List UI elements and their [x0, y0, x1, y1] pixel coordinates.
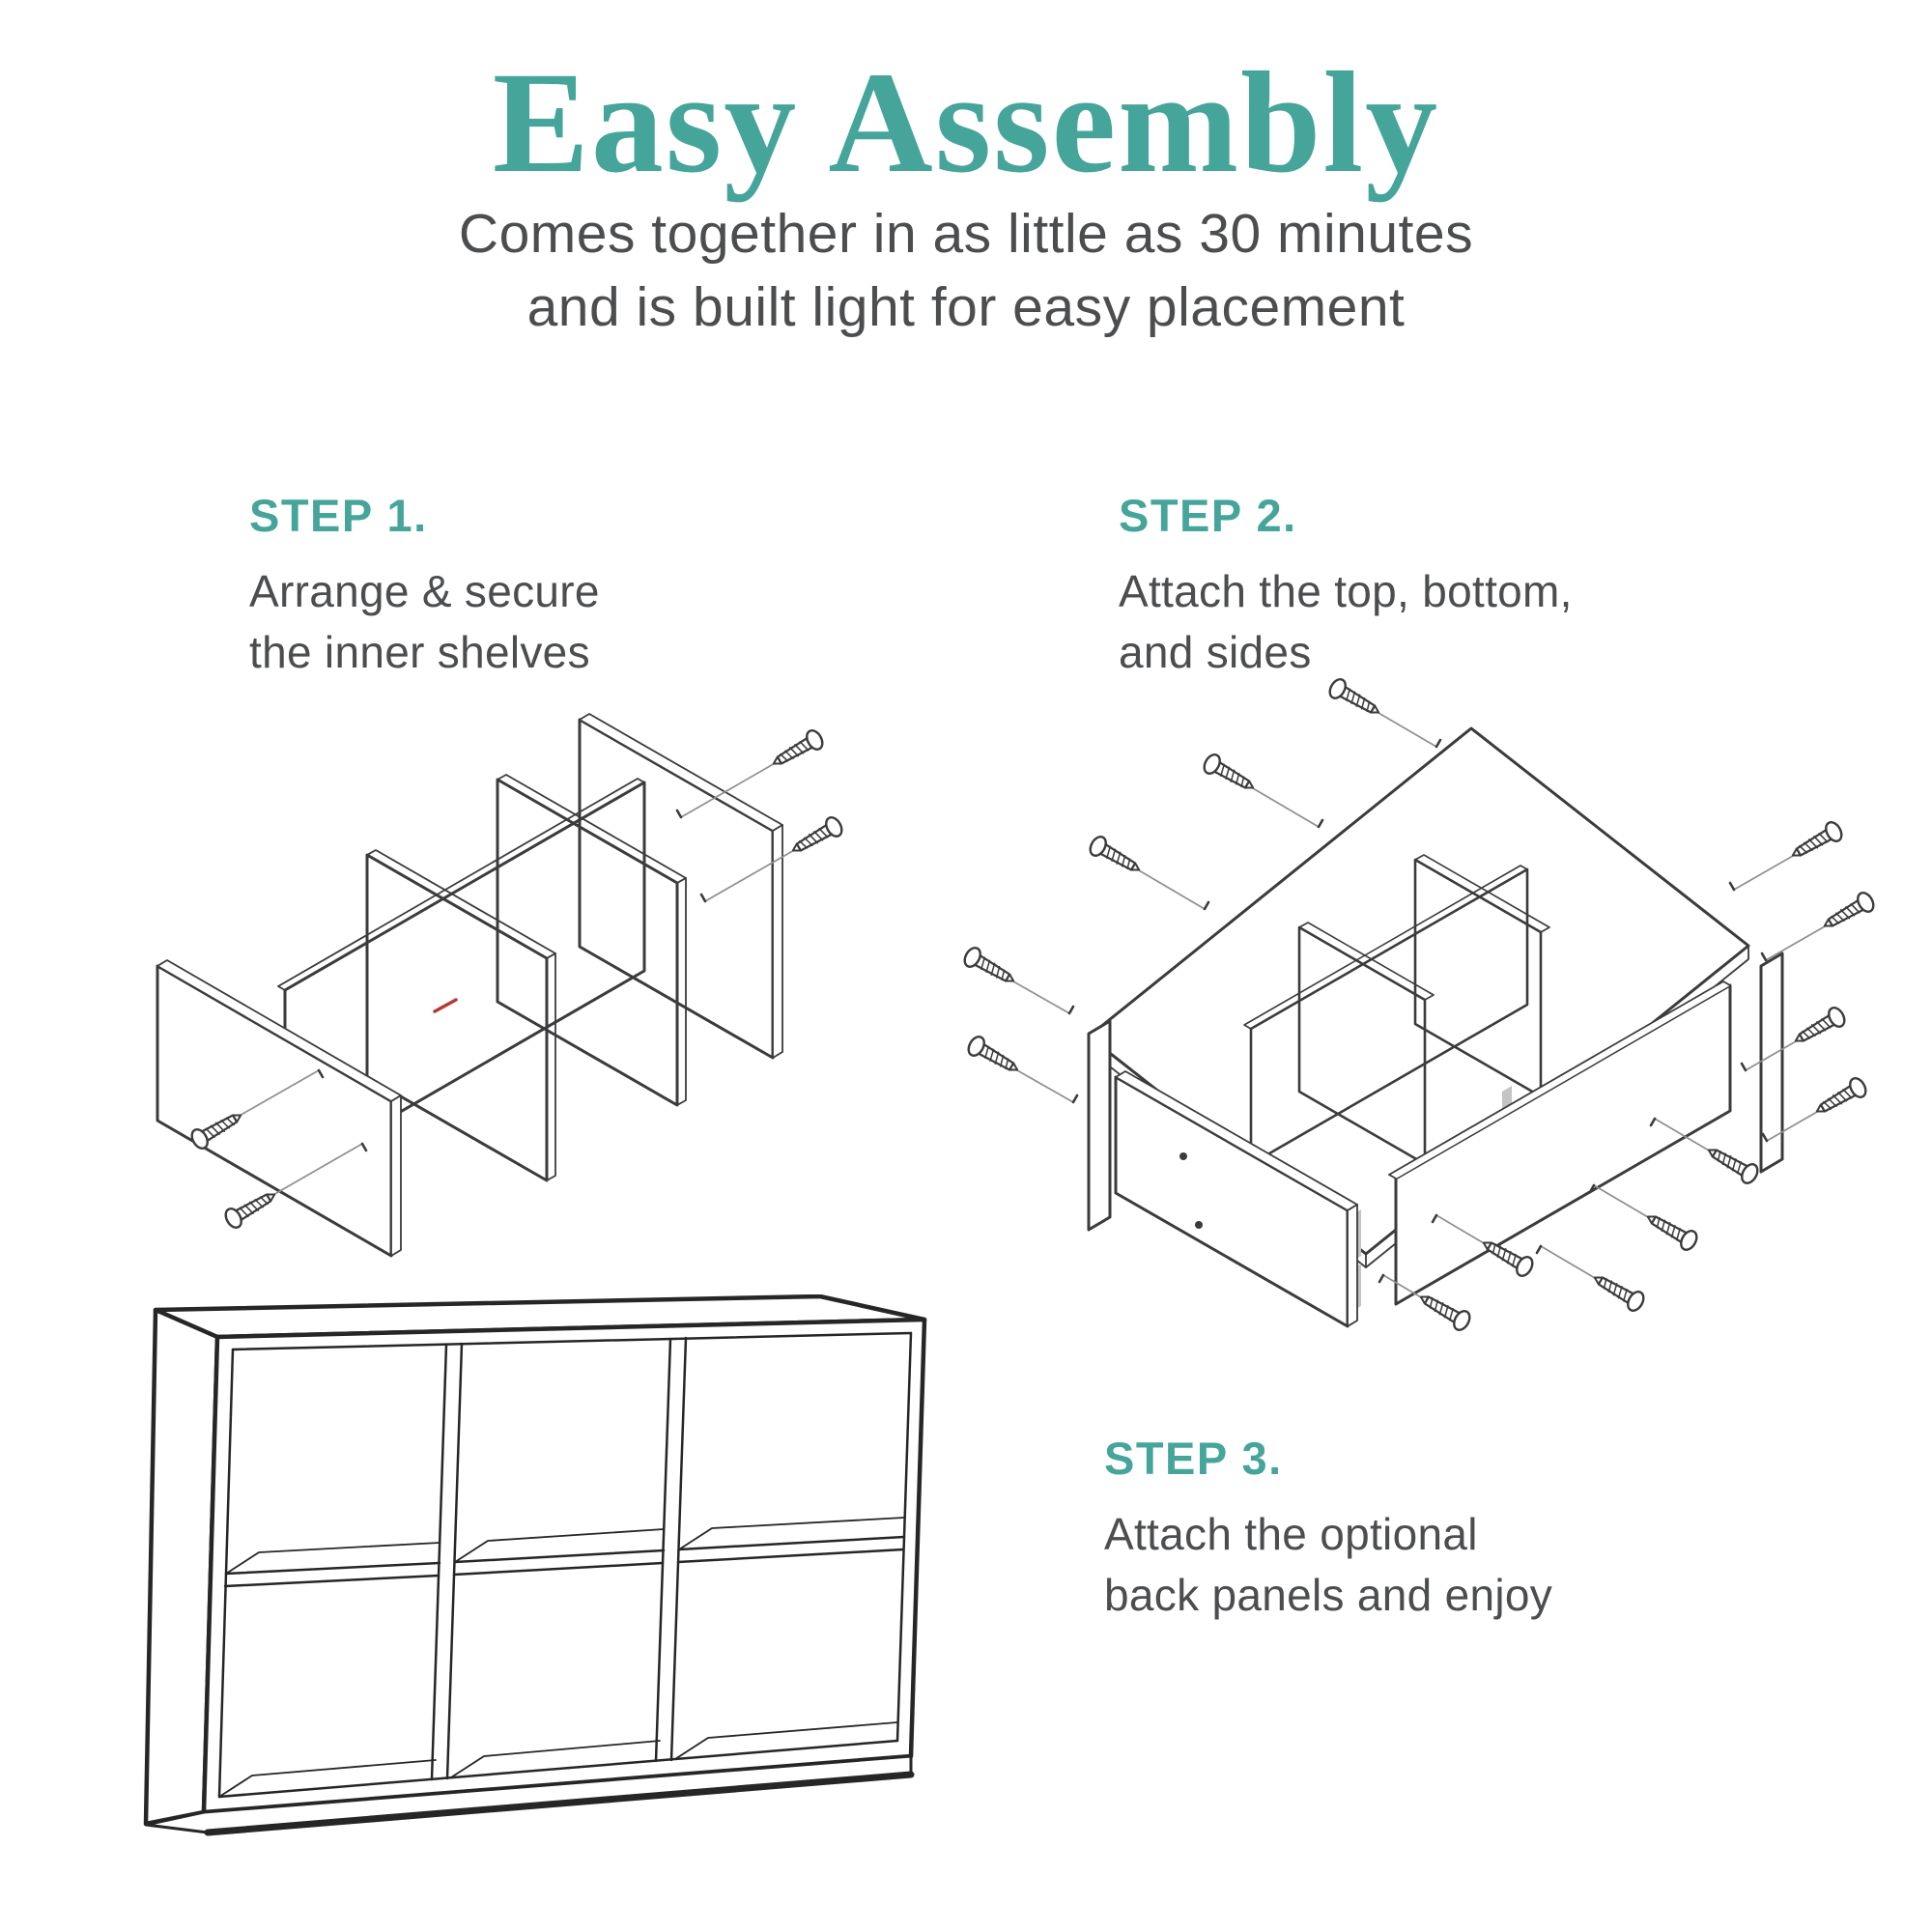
screw-icon — [1087, 834, 1144, 878]
screw-icon — [222, 1185, 279, 1230]
shelf-panel — [157, 960, 401, 1256]
screw-icon — [1791, 1005, 1848, 1049]
screw-icon — [1812, 1075, 1869, 1120]
bottom-panel — [1116, 1071, 1357, 1326]
step-3-block — [1104, 1432, 1552, 1626]
step-2-label: STEP 2. — [1119, 490, 1297, 541]
step-1-line-1: Arrange & secure — [249, 566, 600, 616]
screw-icon — [1643, 1208, 1700, 1252]
pilot-hole — [1179, 1152, 1187, 1160]
screw-icon — [1416, 1288, 1473, 1332]
side-panel — [1761, 953, 1782, 1172]
step-3-line-2: back panels and enjoy — [1104, 1570, 1553, 1620]
screw-icon — [769, 727, 826, 772]
screw-icon — [788, 814, 845, 859]
pilot-hole — [1195, 1221, 1203, 1229]
step-3-line-1: Attach the optional — [1104, 1509, 1478, 1559]
shelf-panel — [580, 714, 782, 1058]
page-title: Easy Assembly — [492, 43, 1440, 203]
screw-icon — [961, 945, 1018, 989]
bottom-panel — [1389, 981, 1730, 1304]
screw-icon — [1820, 890, 1877, 934]
subtitle-line-2: and is built light for easy placement — [526, 276, 1406, 338]
screw-icon — [1788, 819, 1845, 864]
side-panel — [1089, 1021, 1110, 1230]
step-1-line-2: the inner shelves — [249, 627, 590, 677]
page-subtitle — [0, 197, 1932, 344]
screw-icon — [1590, 1268, 1647, 1313]
step-2-illustration — [961, 676, 1889, 1333]
screw-icon — [1704, 1141, 1761, 1185]
step-1-label: STEP 1. — [249, 490, 428, 541]
step-2-line-1: Attach the top, bottom, — [1119, 566, 1573, 616]
front-face — [204, 1320, 924, 1812]
subtitle-line-1: Comes together in as little as 30 minutes — [458, 203, 1474, 265]
slot-highlight — [435, 1000, 456, 1011]
step-2-line-2: and sides — [1119, 627, 1312, 677]
screw-icon — [1201, 752, 1258, 796]
screw-icon — [1326, 676, 1383, 721]
step-2-block — [1119, 489, 1573, 683]
step-3-label: STEP 3. — [1104, 1433, 1283, 1484]
step-3-illustration — [140, 1294, 942, 1884]
screw-icon — [965, 1034, 1022, 1078]
step-1-illustration — [140, 575, 903, 1261]
